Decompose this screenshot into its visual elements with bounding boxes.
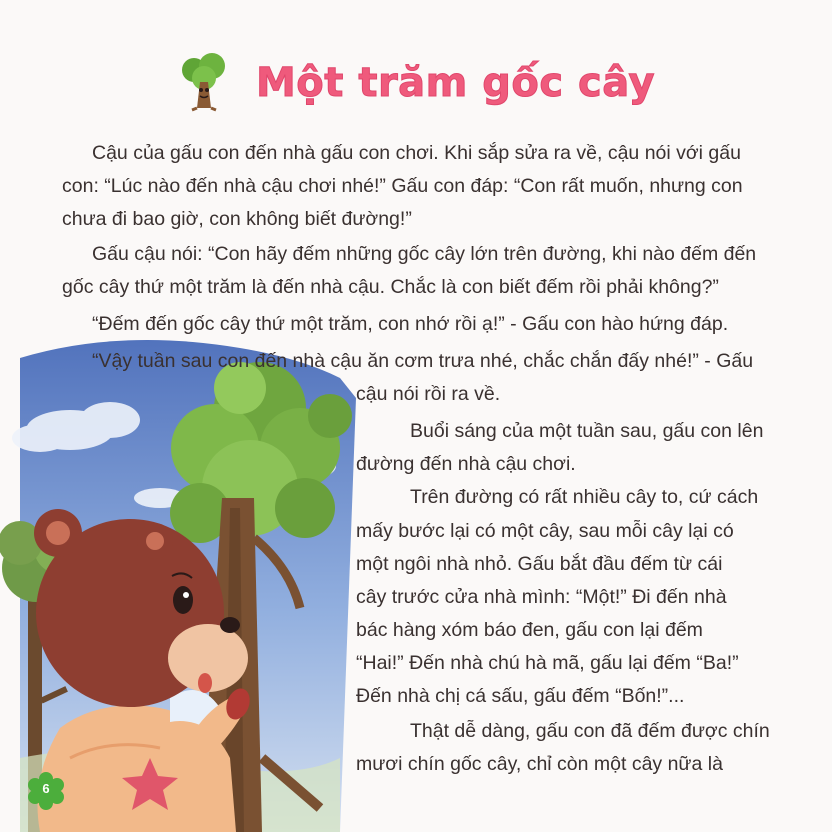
story-title: Một trăm gốc cây — [256, 60, 656, 106]
text-line: cây trước cửa nhà mình: “Một!” Đi đến nhà — [356, 586, 727, 608]
tree-character-icon — [178, 52, 230, 112]
text-line: Buổi sáng của một tuần sau, gấu con lên — [410, 420, 764, 442]
page-number: 6 — [42, 781, 50, 796]
text-line: một ngôi nhà nhỏ. Gấu bắt đầu đếm từ cái — [356, 553, 723, 575]
title-area — [178, 52, 656, 122]
text-line: đường đến nhà cậu chơi. — [356, 453, 576, 475]
text-line: “Đếm đến gốc cây thứ một trăm, con nhớ rồi ạ!” - Gấu con hào hứng đáp. — [92, 313, 729, 335]
text-line: con: “Lúc nào đến nhà cậu chơi nhé!” Gấu con đáp: “Con rất muốn, nhưng con — [62, 175, 743, 197]
text-line: Cậu của gấu con đến nhà gấu con chơi. Khi sắp sửa ra về, cậu nói với gấu — [92, 142, 741, 164]
text-line: Gấu cậu nói: “Con hãy đếm những gốc cây lớn trên đường, khi nào đếm đến — [92, 243, 757, 265]
text-line: gốc cây thứ một trăm là đến nhà cậu. Chắc là con biết đếm rồi phải không?” — [62, 276, 719, 298]
text-line: mấy bước lại có một cây, sau mỗi cây lại có — [356, 520, 734, 542]
text-line: mươi chín gốc cây, chỉ còn một cây nữa là — [356, 753, 723, 775]
text-line: Thật dễ dàng, gấu con đã đếm được chín — [410, 720, 770, 742]
text-line: “Hai!” Đến nhà chú hà mã, gấu lại đếm “Ba!” — [356, 652, 739, 674]
text-line: Đến nhà chị cá sấu, gấu đếm “Bốn!”... — [356, 685, 685, 707]
page-number-badge — [26, 771, 66, 811]
text-line: bác hàng xóm báo đen, gấu con lại đếm — [356, 619, 703, 641]
text-line: “Vậy tuần sau con đến nhà cậu ăn cơm trưa nhé, chắc chắn đấy nhé!” - Gấu — [92, 350, 754, 372]
text-line: chưa đi bao giờ, con không biết đường!” — [62, 208, 412, 230]
text-line: Trên đường có rất nhiều cây to, cứ cách — [410, 486, 759, 508]
text-line: cậu nói rồi ra về. — [356, 383, 501, 405]
